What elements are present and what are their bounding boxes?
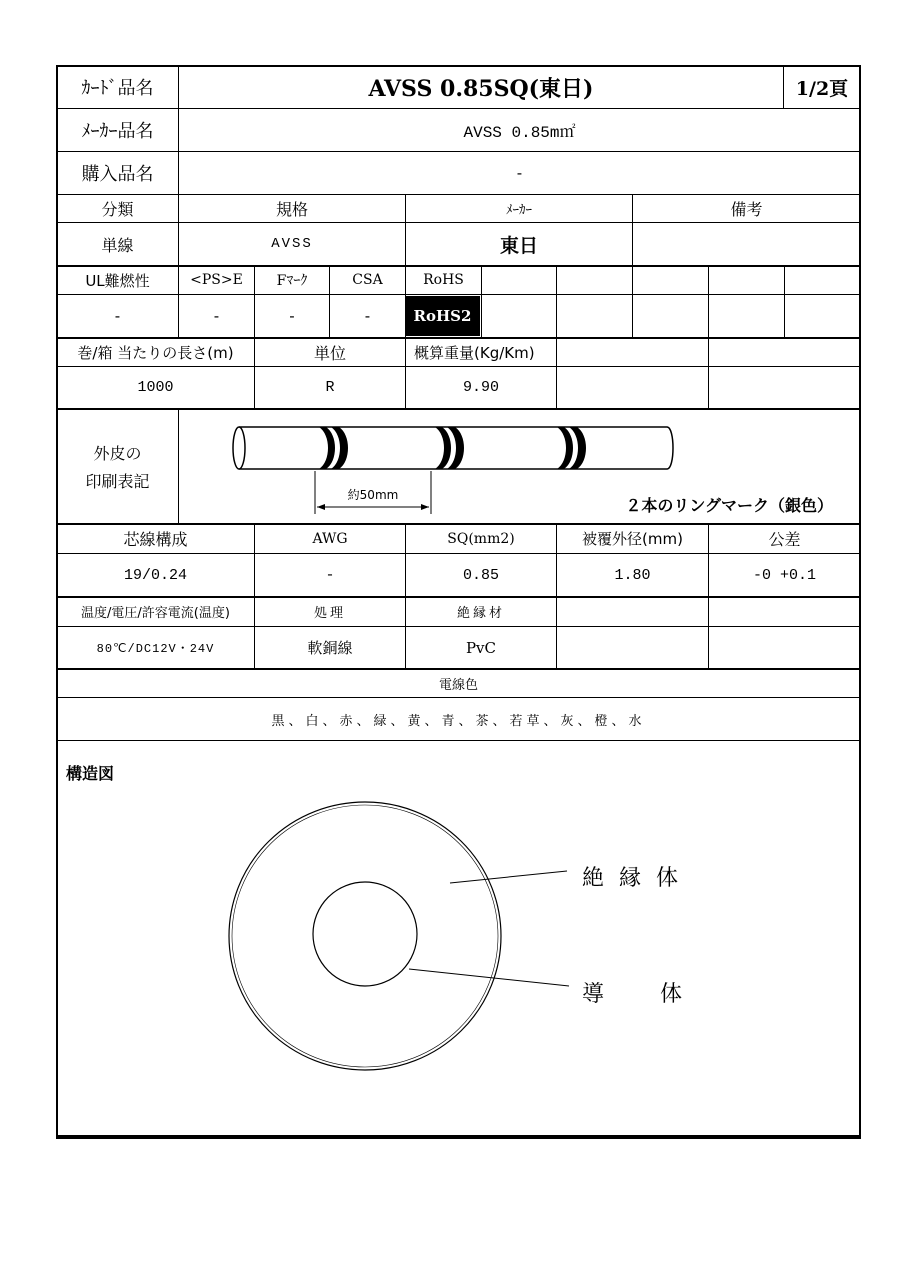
weight-header: 概算重量(Kg/Km) (414, 343, 535, 362)
sq-value: 0.85 (462, 566, 499, 584)
frame-bottom-double-line (56, 1135, 861, 1137)
pse-header: <PS>E (190, 272, 243, 288)
print-marking-label-line2: 印刷表記 (85, 471, 150, 491)
classification-header: 分類 (101, 200, 134, 219)
ul-flame-header: UL難燃性 (85, 271, 150, 290)
unit-value: R (325, 379, 335, 396)
insulator-label: 絶 縁 体 (582, 866, 682, 891)
col-divider (708, 337, 709, 408)
wire-marking-diagram (179, 409, 860, 523)
unit-header: 単位 (313, 343, 346, 363)
rating-header: 温度/電圧/許容電流(温度) (81, 606, 230, 621)
awg-value: - (325, 566, 335, 584)
wire-color-list: 黒、白、赤、緑、黄、青、茶、若草、灰、橙、水 (271, 713, 646, 729)
purchase-name-value: - (516, 164, 523, 182)
csa-header: CSA (352, 272, 383, 288)
strand-construction-header: 芯線構成 (123, 530, 188, 549)
maker-value: 東日 (499, 234, 538, 257)
structure-title: 構造図 (66, 763, 115, 783)
sq-header: SQ(mm2) (447, 530, 515, 547)
tolerance-value: -0 +0.1 (752, 566, 816, 584)
purchase-name-label: 購入品名 (81, 164, 154, 185)
treatment-value: 軟銅線 (307, 639, 353, 657)
standard-value: AVSS (271, 236, 313, 252)
cross-section-diagram (57, 741, 860, 1135)
rohs-header: RoHS (423, 272, 464, 288)
ring-mark-1 (319, 427, 348, 469)
ring-mark-caption: ２本のリングマーク（銀色） (625, 496, 833, 515)
card-name-value: AVSS 0.85SQ(東日) (368, 75, 594, 102)
maker-name-value: AVSS 0.85m㎡ (463, 123, 576, 142)
weight-value: 9.90 (462, 379, 499, 396)
rohs-badge: RoHS2 (405, 296, 480, 336)
outer-diameter-value: 1.80 (614, 566, 651, 584)
ring-mark-2 (435, 427, 464, 469)
wire-color-header: 電線色 (438, 677, 478, 693)
conductor-circle (313, 882, 417, 986)
strand-construction-value: 19/0.24 (123, 566, 187, 584)
classification-value: 単線 (101, 235, 134, 255)
print-marking-label-line1: 外皮の (93, 443, 142, 463)
insulator-inner-edge (232, 805, 498, 1067)
awg-header: AWG (312, 530, 348, 547)
col-divider (784, 265, 785, 337)
insulator-circle (229, 802, 501, 1070)
remarks-header: 備考 (730, 200, 763, 219)
outer-diameter-header: 被覆外径(mm) (582, 530, 683, 548)
ring-mark-3 (557, 427, 586, 469)
col-divider (708, 265, 709, 337)
col-divider (556, 337, 557, 408)
dimension-label: 約50mm (347, 488, 399, 502)
insulation-material-value: PvC (465, 638, 497, 657)
csa-value: - (364, 307, 371, 325)
remarks-value (633, 223, 860, 265)
pse-value: - (213, 307, 220, 325)
ul-flame-value: - (114, 307, 121, 325)
col-divider (481, 265, 482, 337)
card-name-label: ｶｰﾄﾞ品名 (81, 78, 154, 99)
maker-header: ﾒｰｶｰ (506, 203, 532, 218)
page-number: 1/2頁 (795, 77, 849, 100)
length-per-reel-value: 1000 (137, 379, 174, 396)
treatment-header: 処理 (313, 606, 346, 621)
col-divider (556, 265, 557, 337)
tolerance-header: 公差 (768, 530, 801, 549)
insulation-material-header: 絶縁材 (456, 606, 505, 621)
rating-value: 80℃/DC12V・24V (96, 642, 215, 656)
standard-header: 規格 (275, 200, 308, 219)
insulator-leader-line (450, 871, 567, 883)
length-per-reel-header: 巻/箱 当たりの長さ(m) (77, 343, 234, 362)
conductor-label: 導 体 (582, 982, 687, 1007)
f-mark-header: Fﾏｰｸ (276, 273, 308, 289)
maker-name-label: ﾒｰｶｰ品名 (81, 121, 154, 142)
f-mark-value: - (289, 307, 295, 325)
